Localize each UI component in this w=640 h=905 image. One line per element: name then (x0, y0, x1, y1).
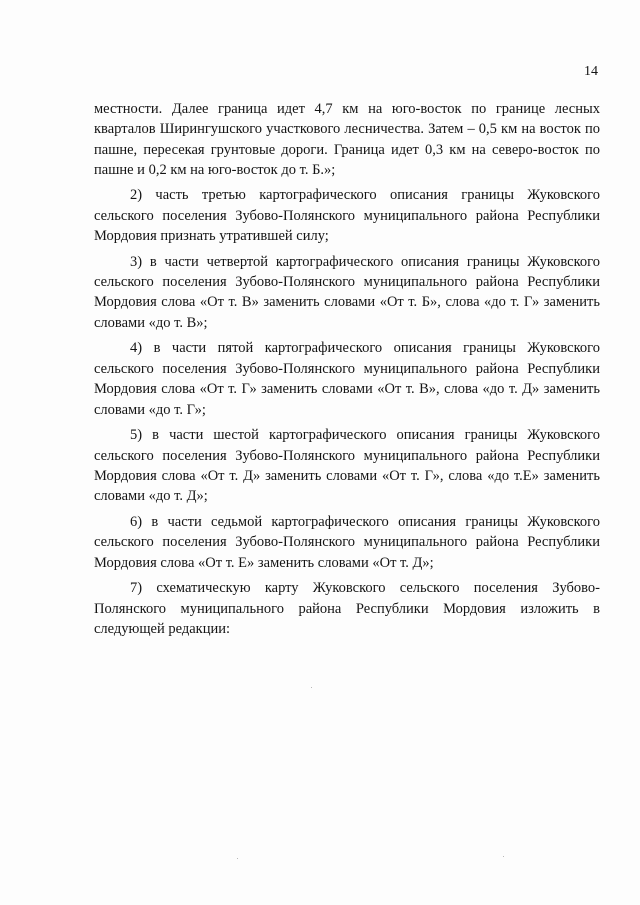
paragraph-item-3: 3) в части четвертой картографического описания границы Жуковского сельского поселения Зубово-Полянского муниципального района Республики Мордовия слова «От т. В» заменить словами «От т. Б», слова «до т. Г» заменить словами «до т. В»; (94, 253, 600, 331)
page-number: 14 (584, 64, 598, 79)
paragraph-item-6: 6) в части седьмой картографического описания границы Жуковского сельского поселения Зубово-Полянского муниципального района Республики Мордовия слова «От т. Е» заменить словами «От т. Д»; (94, 513, 600, 571)
paragraph-item-5: 5) в части шестой картографического описания границы Жуковского сельского поселения Зубово-Полянского муниципального района Республики Мордовия слова «От т. Д» заменить словами «От т. Г», слова «до т.Е» заменить словами «до т. Д»; (94, 427, 600, 505)
scan-speck (503, 856, 504, 857)
paragraph-item-2: 2) часть третью картографического описания границы Жуковского сельского поселения Зубово-Полянского муниципального района Республики Мордовия признать утратившей силу; (94, 187, 600, 244)
document-body (94, 99, 600, 645)
paragraph-item-7: 7) схематическую карту Жуковского сельского поселения Зубово-Полянского муниципального района Республики Мордовия изложить в следующей редакции: (94, 580, 600, 638)
scan-speck (311, 687, 312, 688)
scan-speck (237, 858, 238, 859)
paragraph-item-4: 4) в части пятой картографического описания границы Жуковского сельского поселения Зубово-Полянского муниципального района Республики Мордовия слова «От т. Г» заменить словами «От т. В», слова «до т. Д» заменить словами «до т. Г»; (94, 340, 600, 418)
paragraph-continuation: местности. Далее граница идет 4,7 км на юго-восток по границе лесных кварталов Ширингушского участкового лесничества. Затем – 0,5 км на восток по пашне, пересекая грунтовые дороги. Граница идет 0,3 км на северо-восток по пашне и 0,2 км на юго-восток до т. Б.»; (94, 101, 600, 179)
